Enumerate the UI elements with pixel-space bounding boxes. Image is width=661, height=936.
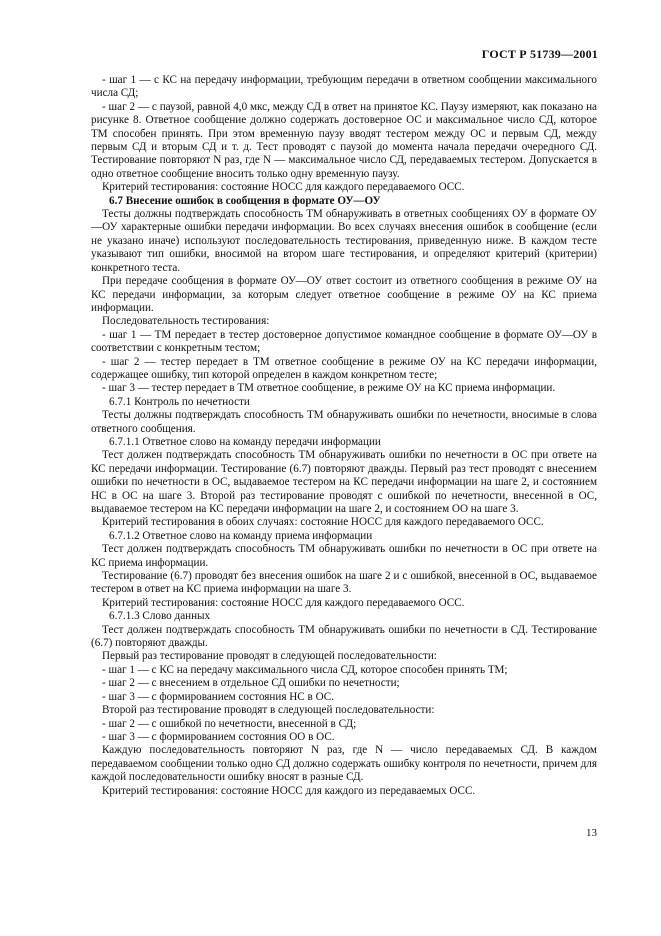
subsection-heading: 6.7.1.3 Слово данных [109, 610, 211, 623]
doc-header: ГОСТ Р 51739—2001 [481, 47, 598, 61]
paragraph: Тестирование (6.7) проводят без внесения ошибок на шаге 2 и с ошибкой, внесенной в ОС, выдаваемое тестером в ответ на КС приема информации на шаге 3. [91, 570, 597, 596]
paragraph: - шаг 1 — ТМ передает в тестер достоверное допустимое командное сообщение в формате ОУ—ОУ в соответствии с конкретным тестом; [91, 328, 597, 355]
paragraph: - шаг 3 — с формированием состояния НС в ОС. [102, 690, 334, 703]
paragraph: Тесты должны подтверждать способность ТМ обнаруживать в ответных сообщениях ОУ в формате ОУ—ОУ характерные ошибки передачи информации. Во всех случаях внесения ошибок в сообщение (если не указано иначе) используют последовательность тестирования, приведенную ниже. В каждом тесте указывают тип ошибки, вносимой на втором шаге тестирования, и определяют критерий (критерии) конкретного теста. [91, 208, 597, 274]
document-body [91, 74, 597, 798]
paragraph: Критерий тестирования: состояние НОСС для каждого передаваемого ОСС. [102, 181, 465, 194]
paragraph: Критерий тестирования: состояние НОСС для каждого из передаваемых ОСС. [102, 784, 476, 797]
paragraph: - шаг 1 — с КС на передачу информации, требующим передачи в ответном сообщении максимального числа СД; [91, 74, 597, 100]
paragraph: - шаг 2 — с внесением в отдельное СД ошибки по нечетности; [102, 677, 400, 690]
section-heading: 6.7 Внесение ошибок в сообщения в формате ОУ—ОУ [109, 194, 381, 207]
paragraph: Тест должен подтверждать способность ТМ обнаруживать ошибки по нечетности в СД. Тестирование (6.7) повторяют дважды. [91, 623, 597, 650]
paragraph: Критерий тестирования: состояние НОСС для каждого передаваемого ОСС. [102, 596, 465, 609]
paragraph: При передаче сообщения в формате ОУ—ОУ ответ состоит из ответного сообщения в режиме ОУ на КС передачи информации, за которым следует ответное сообщение в режиме ОУ на КС приема информации. [91, 275, 597, 314]
subsection-heading: 6.7.1.1 Ответное слово на команду передачи информации [109, 435, 381, 448]
page-number: 13 [586, 827, 597, 839]
subsection-heading: 6.7.1.2 Ответное слово на команду приема информации [109, 529, 373, 542]
paragraph: - шаг 1 — с КС на передачу максимального числа СД, которое способен принять ТМ; [102, 663, 508, 676]
paragraph: - шаг 2 — с ошибкой по нечетности, внесенной в СД; [102, 717, 357, 730]
paragraph: Второй раз тестирование проводят в следующей последовательности: [102, 704, 435, 717]
paragraph: Тест должен подтверждать способность ТМ обнаруживать ошибки по нечетности в ОС при ответе на КС приема информации. [91, 543, 597, 569]
paragraph: - шаг 3 — с формированием состояния ОО в ОС. [102, 730, 335, 743]
paragraph: Каждую последовательность повторяют N раз, где N — число передаваемых СД. В каждом передаваемом сообщении только одно СД должно содержать ошибку контроля по нечетности, причем для каждой последовательности ошибку вносят в разные СД. [91, 744, 597, 784]
paragraph: Тесты должны подтверждать способность ТМ обнаруживать ошибки по нечетности, вносимые в слова ответного сообщения. [91, 409, 597, 435]
subsection-heading: 6.7.1 Контроль по нечетности [109, 395, 250, 408]
paragraph: Тест должен подтверждать способность ТМ обнаруживать ошибки по нечетности в ОС при ответе на КС передачи информации. Тестирование (6.7) повторяют дважды. Первый раз тест проводят с внесением ошибки по нечетности в ОС, выдаваемое тестером на КС передачи информации на шаге 2, и состоянием НС в ОС на шаге 3. Второй раз тестирование проводят с ошибкой по нечетности, внесенной в ОС, выдаваемое тестером на КС передачи информации на шаге 2, и состоянием ОО на шаге 3. [91, 449, 597, 515]
paragraph: Критерий тестирования в обоих случаях: состояние НОСС для каждого передаваемого ОСС. [102, 516, 544, 529]
paragraph: - шаг 2 — с паузой, равной 4,0 мкс, между СД в ответ на принятое КС. Паузу измеряют, как показано на рисунке 8. Ответное сообщение должно содержать достоверное ОС и максимальное число СД, которое ТМ способен принять. При этом временную паузу вводят тестером между ОС и первым СД, между первым СД и вторым СД и т. д. Тест проводят с паузой до момента начала передачи очередного СД. Тестирование повторяют N раз, где N — максимальное число СД, передаваемых тестером. Допускается в одно ответное сообщение вносить только одну временную паузу. [91, 100, 597, 180]
paragraph: Последовательность тестирования: [102, 315, 270, 328]
paragraph: Первый раз тестирование проводят в следующей последовательности: [102, 650, 437, 663]
paragraph: - шаг 3 — тестер передает в ТМ ответное сообщение, в режиме ОУ на КС приема информации. [102, 382, 556, 395]
paragraph: - шаг 2 — тестер передает в ТМ ответное сообщение в режиме ОУ на КС передачи информации, содержащее ошибку, тип которой определен в каждом конкретном тесте; [91, 355, 597, 381]
